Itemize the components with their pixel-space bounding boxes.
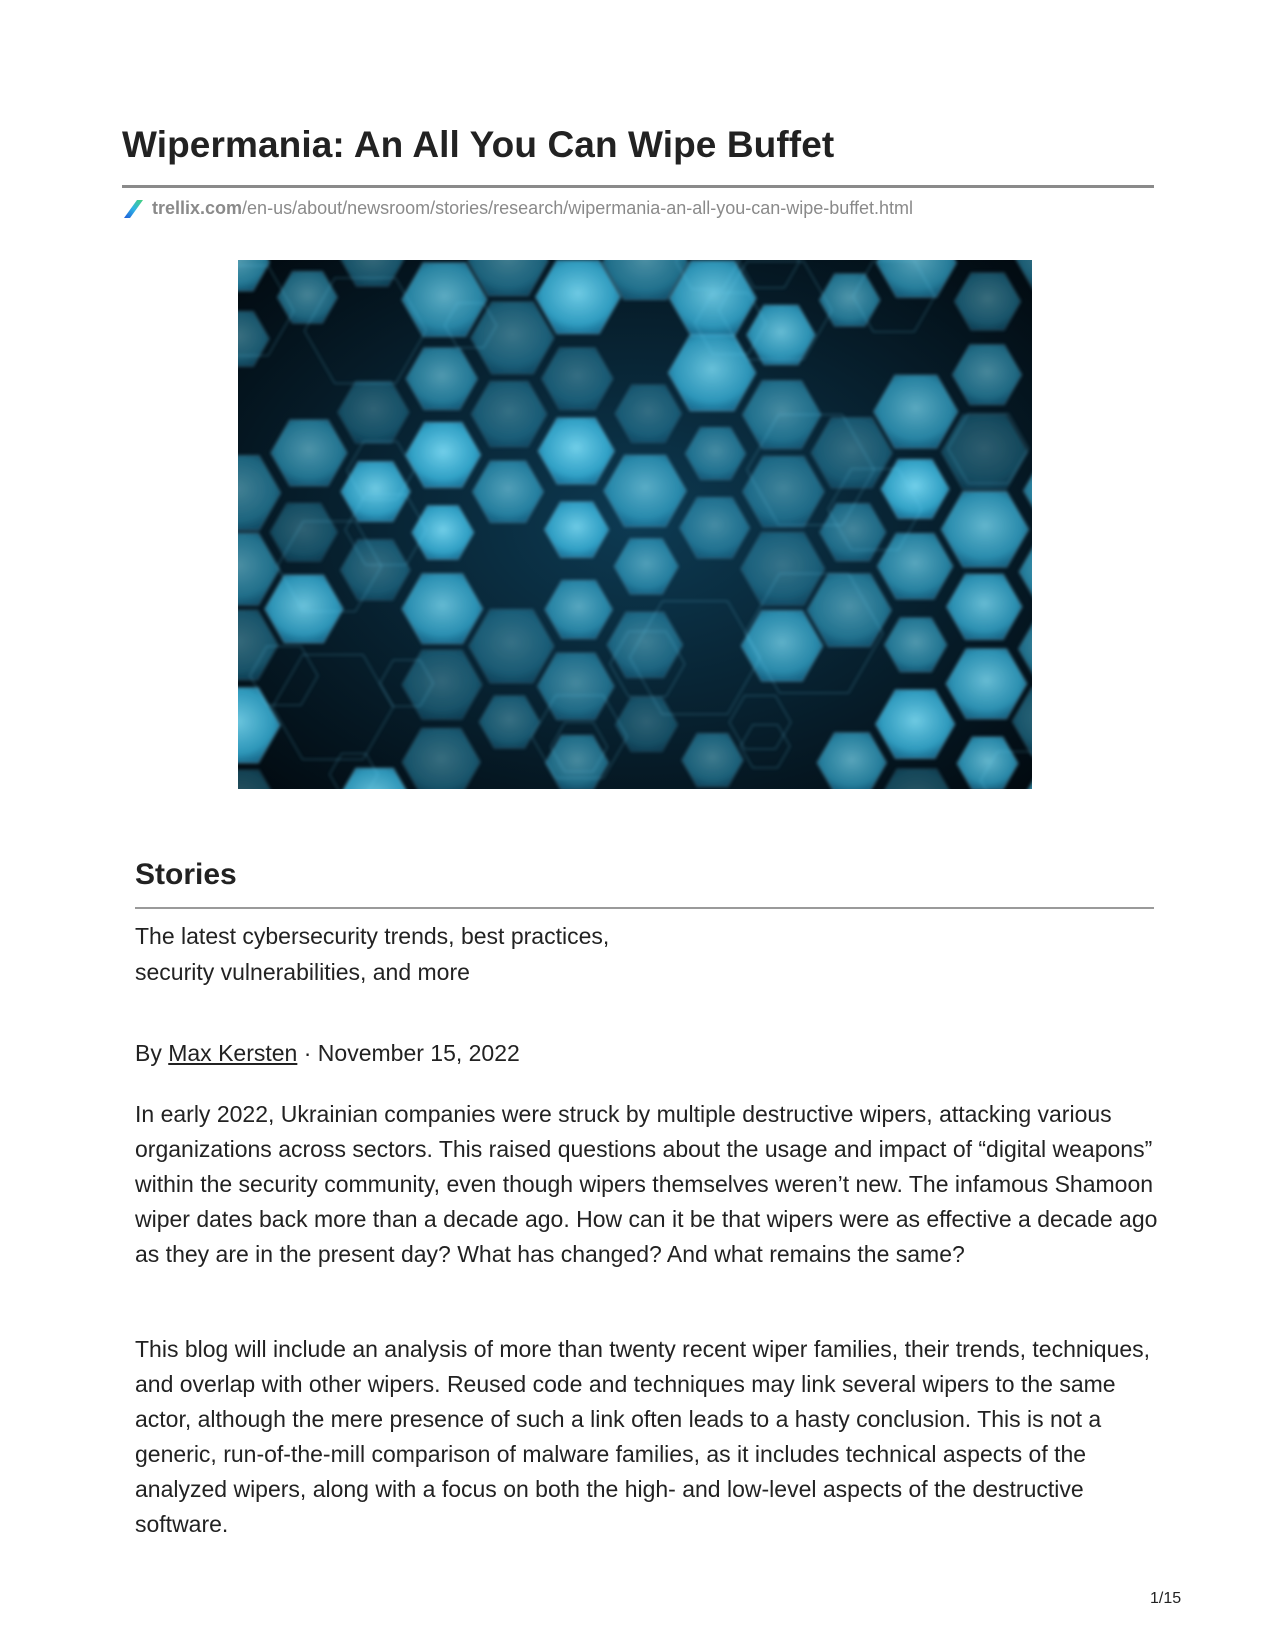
byline [135, 1040, 520, 1067]
body-paragraph-1: In early 2022, Ukrainian companies were struck by multiple destructive wipers, attacking various organizations across sectors. This raised questions about the usage and impact of “digital weapons” within the security community, even though wipers themselves weren’t new. The infamous Shamoon wiper dates back more than a decade ago. How can it be that wipers were as effective a decade ago as they are in the present day? What has changed? And what remains the same? [135, 1101, 1158, 1267]
publish-date: November 15, 2022 [317, 1040, 520, 1066]
link-pencil-icon [122, 198, 144, 223]
hexagon-pattern [238, 260, 1032, 789]
page-number: 1/15 [1150, 1590, 1182, 1607]
page-title: Wipermania: An All You Can Wipe Buffet [122, 124, 835, 165]
section-subtitle-line-2: security vulnerabilities, and more [135, 959, 470, 985]
hero-image [238, 260, 1032, 789]
author-link[interactable]: Max Kersten [168, 1040, 298, 1066]
byline-prefix: By [135, 1040, 169, 1066]
section-subtitle [135, 918, 695, 990]
section-title: Stories [135, 858, 237, 891]
section-subtitle-line-1: The latest cybersecurity trends, best practices, [135, 923, 610, 949]
byline-separator: · [297, 1040, 318, 1066]
source-link[interactable] [122, 198, 913, 223]
title-divider [122, 185, 1154, 188]
body-paragraph-2: This blog will include an analysis of more than twenty recent wiper families, their trends, techniques, and overlap with other wipers. Reused code and techniques may link several wipers to the same actor, although the mere presence of such a link often leads to a hasty conclusion. This is not a generic, run-of-the-mill comparison of malware families, as it includes technical aspects of the analyzed wipers, along with a focus on both the high- and low-level aspects of the destructive software. [135, 1336, 1151, 1537]
section-divider [135, 907, 1154, 909]
source-path: /en-us/about/newsroom/stories/research/wipermania-an-all-you-can-wipe-buffet.html [242, 198, 914, 218]
source-domain: trellix.com [152, 198, 243, 218]
